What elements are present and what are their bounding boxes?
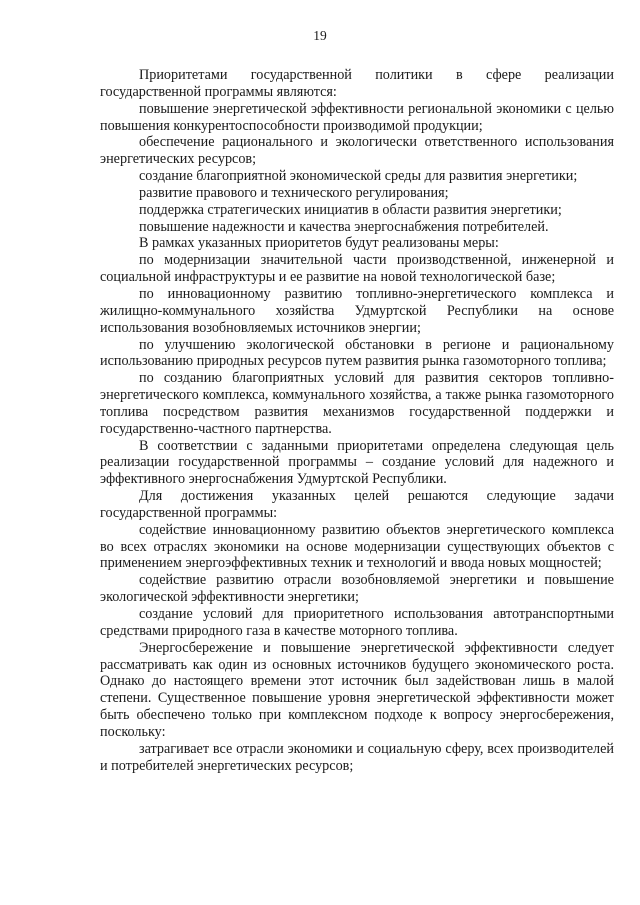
- paragraph: Приоритетами государственной политики в сфере реализации государственной программы являются:: [100, 67, 614, 100]
- paragraph: содействие развитию отрасли возобновляемой энергетики и повышение экологической эффективности энергетики;: [100, 572, 614, 606]
- paragraph: создание благоприятной экономической среды для развития энергетики;: [139, 168, 578, 185]
- paragraph: по улучшению экологической обстановки в регионе и рациональному использованию природных ресурсов путем развития рынка газомоторного топлива;: [100, 336, 614, 370]
- paragraph: по созданию благоприятных условий для развития секторов топливно-энергетического комплекса, коммунального хозяйства, а также рынка газомоторного топлива посредством развития механизмов государственной поддержки и государственно-частного партнерства.: [100, 370, 614, 437]
- page-number: 19: [313, 28, 327, 43]
- paragraph: В соответствии с заданными приоритетами определена следующая цель реализации государственной программы – создание условий для надежного и эффективного энергоснабжения Удмуртской Республики.: [100, 437, 614, 488]
- document-body: [100, 67, 614, 774]
- paragraph: повышение энергетической эффективности региональной экономики с целью повышения конкурентоспособности производимой продукции;: [100, 100, 614, 134]
- paragraph: по модернизации значительной части производственной, инженерной и социальной инфраструктуры и ее развитие на новой технологической базе;: [100, 252, 614, 286]
- paragraph: затрагивает все отрасли экономики и социальную сферу, всех производителей и потребителей энергетических ресурсов;: [100, 740, 614, 774]
- paragraph: обеспечение рационального и экологически ответственного использования энергетических ресурсов;: [100, 134, 614, 168]
- paragraph: содействие инновационному развитию объектов энергетического комплекса во всех отраслях экономики на основе модернизации существующих объектов с применением энергоэффективных техник и технологий и ввода новых мощностей;: [100, 521, 614, 572]
- paragraph: поддержка стратегических инициатив в области развития энергетики;: [139, 201, 562, 218]
- paragraph: повышение надежности и качества энергоснабжения потребителей.: [139, 218, 549, 235]
- paragraph: Энергосбережение и повышение энергетической эффективности следует рассматривать как один из основных источников будущего экономического роста. Однако до настоящего времени этот источник был задействован лишь в малой степени. Существенное повышение уровня энергетической эффективности может быть обеспечено только при комплексном подходе к вопросу энергосбережения, поскольку:: [100, 639, 614, 740]
- paragraph: развитие правового и технического регулирования;: [139, 184, 449, 201]
- paragraph: Для достижения указанных целей решаются следующие задачи государственной программы:: [100, 488, 614, 521]
- paragraph: В рамках указанных приоритетов будут реализованы меры:: [139, 235, 499, 252]
- paragraph: по инновационному развитию топливно-энергетического комплекса и жилищно-коммунального хозяйства Удмуртской Республики на основе использования возобновляемых источников энергии;: [100, 285, 614, 336]
- paragraph: создание условий для приоритетного использования автотранспортными средствами природного газа в качестве моторного топлива.: [100, 606, 614, 639]
